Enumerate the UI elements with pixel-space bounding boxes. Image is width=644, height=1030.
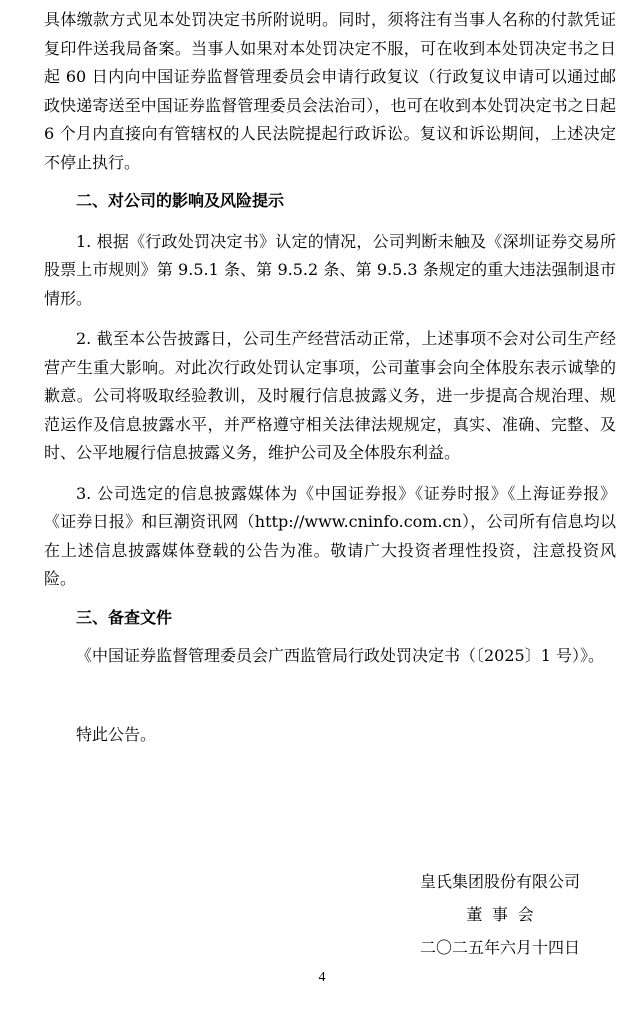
closing-statement: 特此公告。	[76, 724, 157, 744]
impact-paragraph-2: 2. 截至本公告披露日，公司生产经营活动正常，上述事项不会对公司生产经营产生重大影响。对此次行政处罚认定事项，公司董事会向全体股东表示诚挚的歉意。公司将吸取经验教训，及时履行信息披露义务，进一步提高合规治理、规范运作及信息披露水平，并严格遵守相关法律法规规定，真实、准确、完整、及时、公平地履行信息披露义务，维护公司及全体股东利益。	[44, 329, 616, 462]
signature-company: 皇氏集团股份有限公司	[419, 872, 580, 891]
impact-paragraph-1: 1. 根据《行政处罚决定书》认定的情况，公司判断未触及《深圳证券交易所股票上市规则》第 9.5.1 条、第 9.5.2 条、第 9.5.3 条规定的重大违法强制退市情形。	[44, 231, 616, 308]
section-heading-impact: 二、对公司的影响及风险提示	[76, 191, 285, 210]
signature-date: 二〇二五年六月十四日	[419, 938, 580, 957]
page-number: 4	[318, 970, 326, 985]
document-body	[44, 6, 616, 749]
signature-board: 董事会	[466, 905, 544, 924]
reference-document: 《中国证券监督管理委员会广西监管局行政处罚决定书（〔2025〕1 号）》。	[76, 646, 604, 665]
impact-paragraph-3: 3. 公司选定的信息披露媒体为《中国证券报》《证券时报》《上海证券报》《证券日报》和巨潮资讯网（http://www.cninfo.com.cn），公司所有信息均以在上述信息披露媒体登载的公告为准。敬请广大投资者理性投资，注意投资风险。	[44, 483, 616, 588]
section-heading-reference: 三、备查文件	[76, 607, 173, 627]
continuation-paragraph: 具体缴款方式见本处罚决定书所附说明。同时，须将注有当事人名称的付款凭证复印件送我局备案。当事人如果对本处罚决定不服，可在收到本处罚决定书之日起 60 日内向中国证券监督管理委员会申请行政复议（行政复议申请可以通过邮政快递寄送至中国证券监督管理委员会法治司），也可在收到本处罚决定书之日起 6 个月内直接向有管辖权的人民法院提起行政诉讼。复议和诉讼期间，上述决定不停止执行。	[44, 10, 616, 172]
